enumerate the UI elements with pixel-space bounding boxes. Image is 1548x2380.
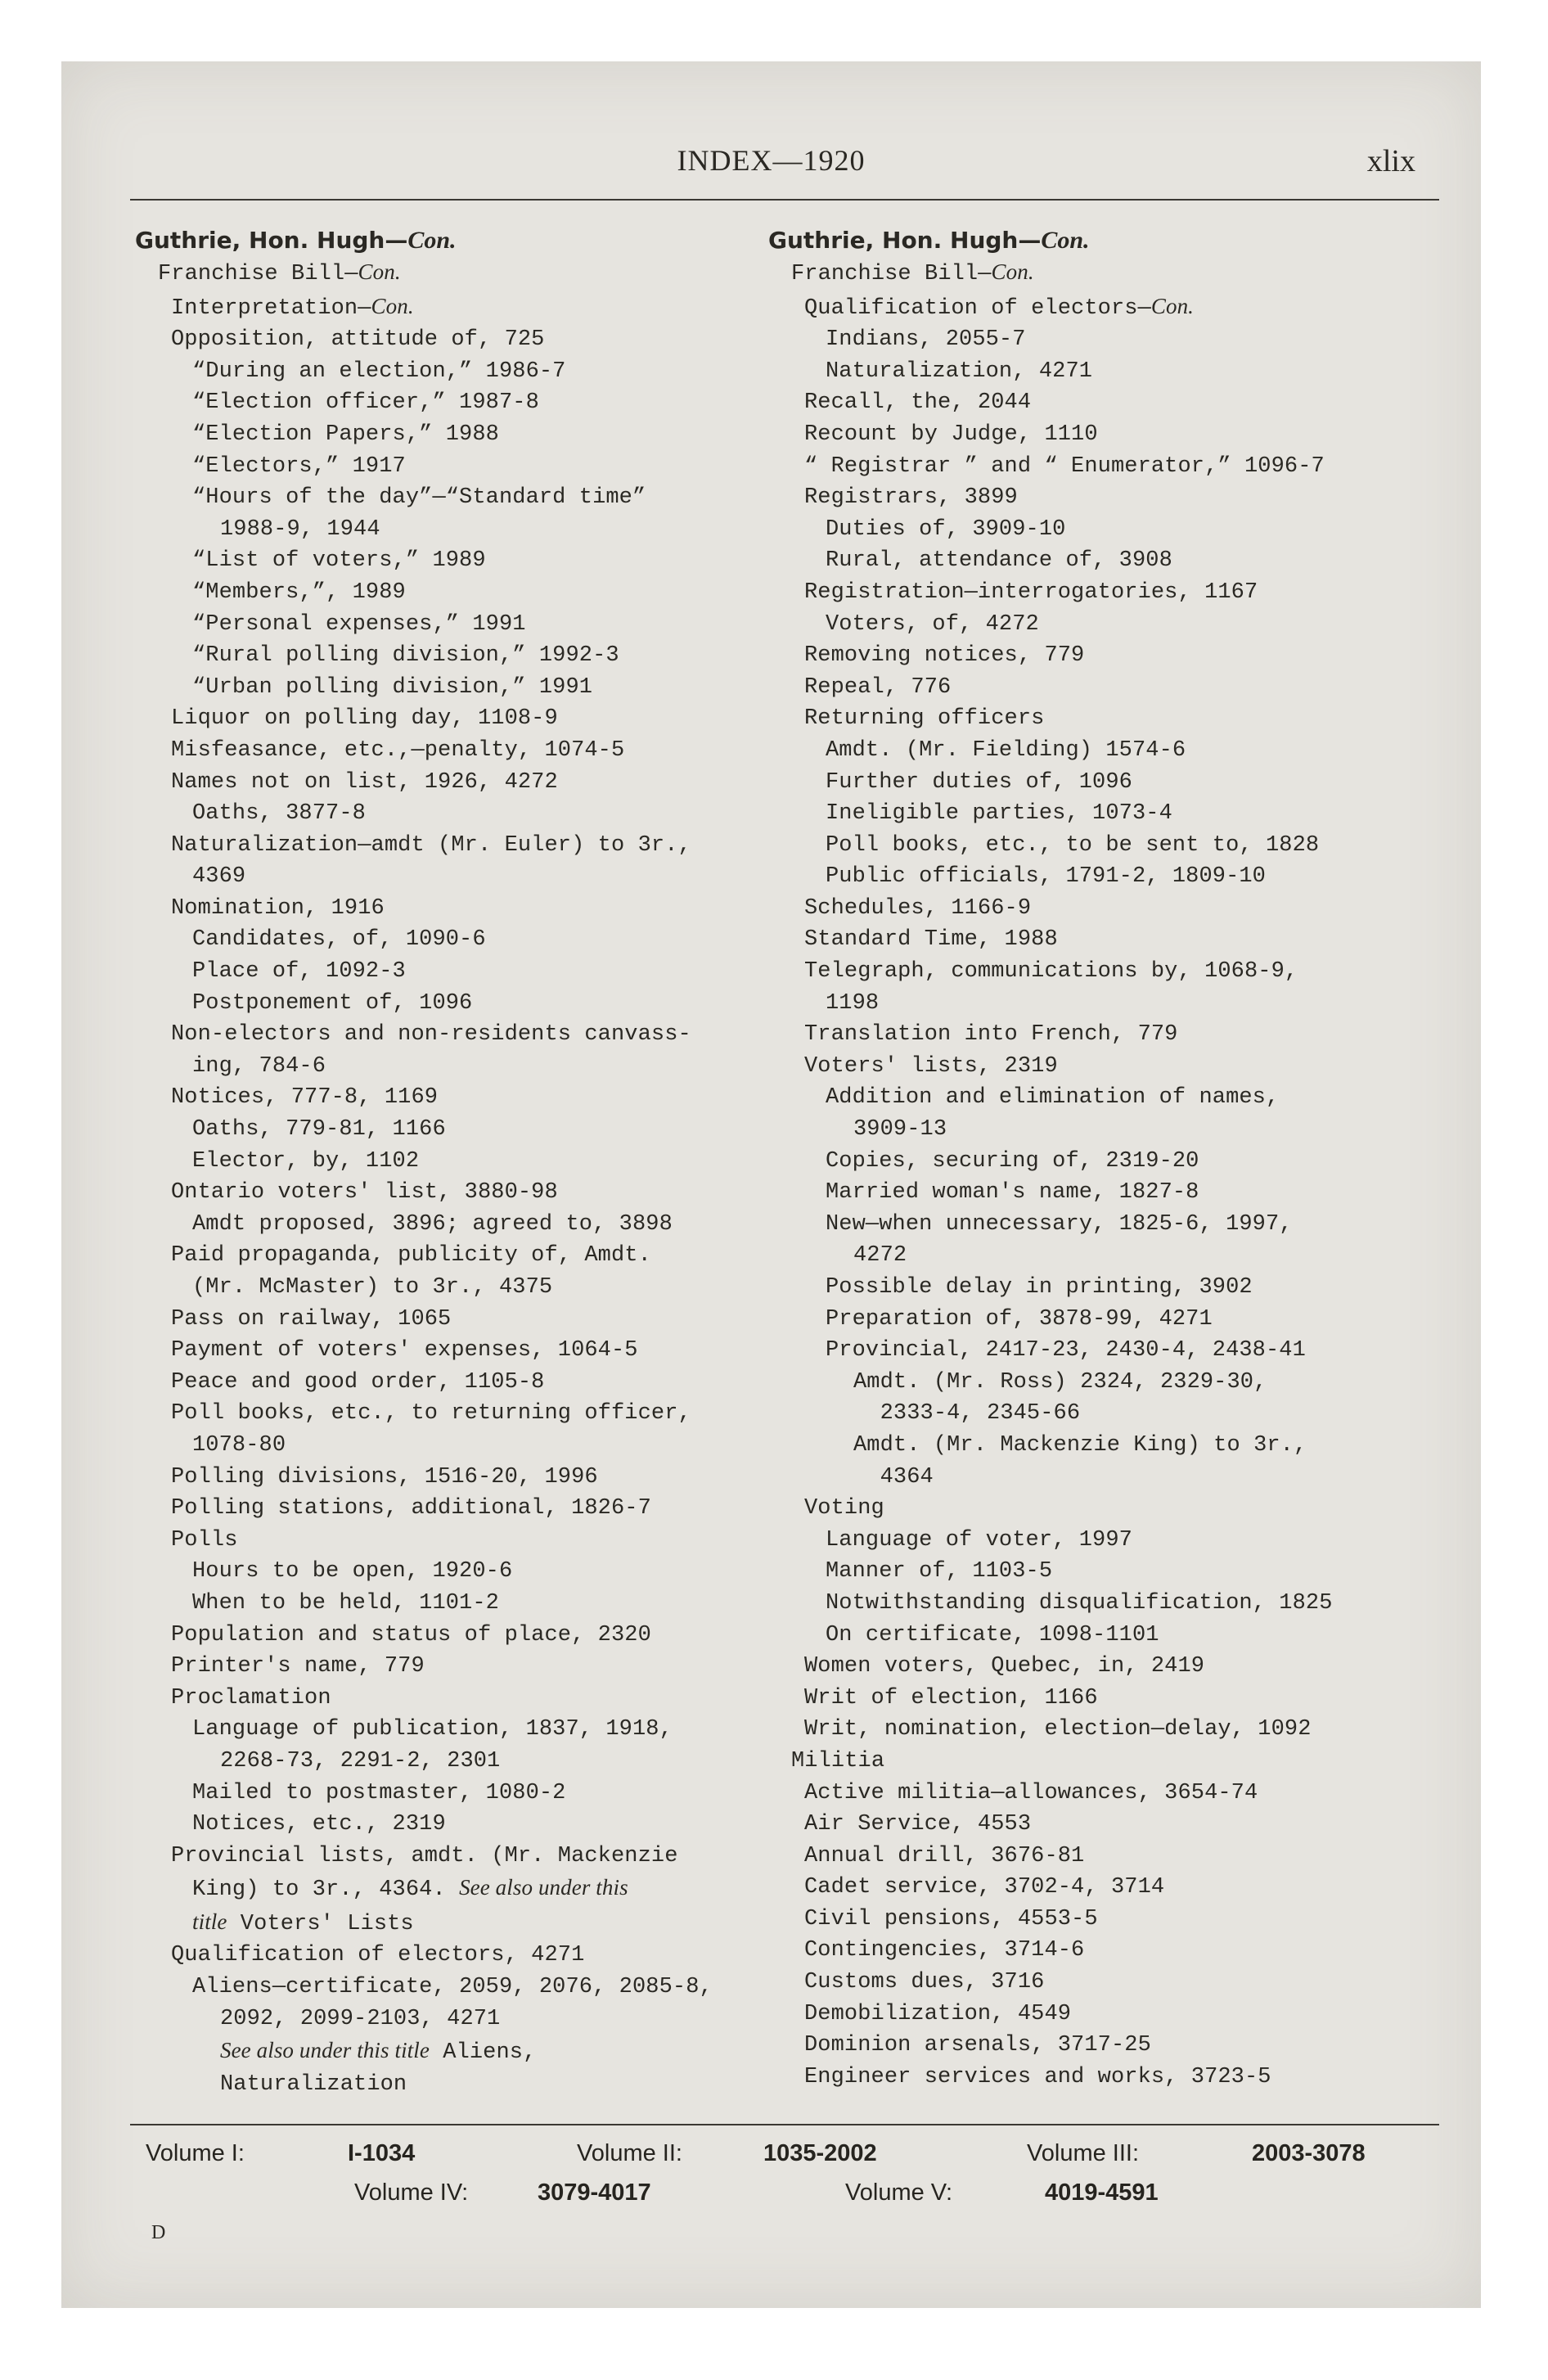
index-entry: Translation into French, 779 <box>804 1022 1178 1048</box>
index-entry: title Voters' Lists <box>192 1909 414 1936</box>
index-entry: Notices, 777-8, 1169 <box>171 1085 439 1111</box>
index-entry: Addition and elimination of names, <box>826 1085 1280 1111</box>
volume-2-range: 1035-2002 <box>763 2140 877 2166</box>
volume-2-label: Volume II: <box>577 2140 682 2166</box>
index-entry: New—when unnecessary, 1825-6, 1997, <box>826 1211 1293 1237</box>
column-heading <box>135 225 798 256</box>
index-entry: “Election Papers,” 1988 <box>192 421 499 447</box>
index-entry: Cadet service, 3702-4, 3714 <box>804 1875 1165 1900</box>
index-entry: Oaths, 779-81, 1166 <box>192 1117 446 1143</box>
volume-5-range: 4019-4591 <box>1045 2179 1159 2206</box>
index-entry: Paid propaganda, publicity of, Amdt. <box>171 1243 651 1269</box>
index-entry: “List of voters,” 1989 <box>192 548 486 574</box>
index-entry: Contingencies, 3714-6 <box>804 1938 1085 1963</box>
index-entry: “Hours of the day”—“Standard time” <box>192 485 646 511</box>
index-entry: Further duties of, 1096 <box>826 769 1132 795</box>
index-entry: “Rural polling division,” 1992-3 <box>192 643 619 669</box>
index-entry: Copies, securing of, 2319-20 <box>826 1148 1199 1174</box>
index-entries <box>768 256 1431 2093</box>
index-entry: Married woman's name, 1827-8 <box>826 1180 1199 1206</box>
heading-name: Guthrie, Hon. Hugh— <box>768 227 1042 254</box>
index-entry: Public officials, 1791-2, 1809-10 <box>826 864 1266 890</box>
index-entry: Opposition, attitude of, 725 <box>171 327 545 353</box>
index-entry: Repeal, 776 <box>804 674 952 700</box>
index-entry: Demobilization, 4549 <box>804 2001 1072 2026</box>
index-entry: Poll books, etc., to returning officer, <box>171 1401 691 1427</box>
index-entry: (Mr. McMaster) to 3r., 4375 <box>192 1275 553 1300</box>
index-entry: Peace and good order, 1105-8 <box>171 1369 545 1395</box>
index-entry: 2333-4, 2345-66 <box>853 1401 1081 1427</box>
index-entry: Poll books, etc., to be sent to, 1828 <box>826 832 1320 858</box>
index-entry: Registrars, 3899 <box>804 485 1018 511</box>
volume-1-range: I-1034 <box>348 2140 416 2166</box>
index-entry: Dominion arsenals, 3717-25 <box>804 2033 1151 2058</box>
index-entry: Place of, 1092-3 <box>192 959 406 985</box>
index-entry: Engineer services and works, 3723-5 <box>804 2064 1271 2089</box>
index-entry: Language of publication, 1837, 1918, <box>192 1717 673 1742</box>
index-entry: Hours to be open, 1920-6 <box>192 1559 513 1584</box>
right-column <box>768 225 1431 2093</box>
index-entry: Naturalization—amdt (Mr. Euler) to 3r., <box>171 832 691 858</box>
index-page <box>61 61 1481 2308</box>
index-entry: Women voters, Quebec, in, 2419 <box>804 1654 1205 1679</box>
index-entry: 2268-73, 2291-2, 2301 <box>220 1748 501 1774</box>
index-entry: 2092, 2099-2103, 4271 <box>220 2006 501 2031</box>
volume-4-label: Volume IV: <box>354 2179 469 2206</box>
index-entry: Militia <box>791 1748 885 1774</box>
index-entry: “Urban polling division,” 1991 <box>192 674 593 700</box>
index-entry: Population and status of place, 2320 <box>171 1622 651 1648</box>
column-heading <box>768 225 1431 256</box>
index-entry: 4364 <box>853 1464 934 1490</box>
index-entries <box>135 256 798 2100</box>
heading-continued: Con. <box>407 227 457 254</box>
index-entry: Active militia—allowances, 3654-74 <box>804 1780 1258 1805</box>
index-entry: Telegraph, communications by, 1068-9, <box>804 959 1298 985</box>
index-entry: Mailed to postmaster, 1080-2 <box>192 1780 566 1805</box>
index-entry: 1078-80 <box>192 1432 286 1458</box>
index-entry: 1198 <box>826 990 880 1016</box>
index-entry: Amdt proposed, 3896; agreed to, 3898 <box>192 1211 673 1237</box>
index-entry: Printer's name, 779 <box>171 1654 425 1679</box>
index-entry: Air Service, 4553 <box>804 1812 1032 1837</box>
index-entry: Aliens—certificate, 2059, 2076, 2085-8, <box>192 1975 713 2000</box>
index-entry: Interpretation—Con. <box>171 293 414 321</box>
index-entry: Naturalization, 4271 <box>826 358 1093 384</box>
index-entry: Names not on list, 1926, 4272 <box>171 769 558 795</box>
volume-1-label: Volume I: <box>146 2140 245 2166</box>
page-title: INDEX—1920 <box>677 144 866 177</box>
index-entry: Pass on railway, 1065 <box>171 1306 452 1332</box>
index-entry: Civil pensions, 4553-5 <box>804 1906 1098 1931</box>
index-entry: 4369 <box>192 864 246 890</box>
index-entry: On certificate, 1098-1101 <box>826 1622 1159 1648</box>
page-number: xlix <box>1366 144 1415 178</box>
volume-3-range: 2003-3078 <box>1252 2140 1366 2166</box>
index-entry: 3909-13 <box>853 1117 947 1143</box>
index-entry: 4272 <box>853 1243 907 1269</box>
index-entry: Notwithstanding disqualification, 1825 <box>826 1590 1333 1616</box>
index-entry: Proclamation <box>171 1685 331 1711</box>
index-entry: Elector, by, 1102 <box>192 1148 420 1174</box>
index-entry: Provincial, 2417-23, 2430-4, 2438-41 <box>826 1338 1306 1364</box>
index-entry: Duties of, 3909-10 <box>826 516 1066 542</box>
index-entry: Registration—interrogatories, 1167 <box>804 579 1258 605</box>
index-entry: Ineligible parties, 1073-4 <box>826 801 1172 827</box>
volume-4-range: 3079-4017 <box>538 2179 651 2206</box>
index-entry: Writ, nomination, election—delay, 1092 <box>804 1717 1312 1742</box>
index-entry: Non-electors and non-residents canvass- <box>171 1022 691 1048</box>
index-entry: Polling stations, additional, 1826-7 <box>171 1496 651 1521</box>
index-entry: 1988-9, 1944 <box>220 516 380 542</box>
header-rule <box>130 199 1439 201</box>
index-entry: King) to 3r., 4364. See also under this <box>192 1875 628 1903</box>
signature-mark: D <box>151 2222 166 2243</box>
index-entry: “Election officer,” 1987-8 <box>192 390 539 416</box>
index-entry: Possible delay in printing, 3902 <box>826 1275 1253 1300</box>
index-entry: Provincial lists, amdt. (Mr. Mackenzie <box>171 1843 678 1868</box>
index-entry: Naturalization <box>220 2071 407 2097</box>
heading-name: Guthrie, Hon. Hugh— <box>135 227 408 254</box>
index-entry: Payment of voters' expenses, 1064-5 <box>171 1338 638 1364</box>
index-entry: Writ of election, 1166 <box>804 1685 1098 1711</box>
index-entry: Returning officers <box>804 706 1045 732</box>
index-entry: “Members,”, 1989 <box>192 579 406 605</box>
index-entry: Amdt. (Mr. Ross) 2324, 2329-30, <box>853 1369 1267 1395</box>
index-entry: When to be held, 1101-2 <box>192 1590 499 1616</box>
index-entry: Voters' lists, 2319 <box>804 1053 1058 1079</box>
index-entry: Manner of, 1103-5 <box>826 1559 1053 1584</box>
index-entry: “Electors,” 1917 <box>192 453 406 479</box>
index-entry: ing, 784-6 <box>192 1053 326 1079</box>
index-entry: Voters, of, 4272 <box>826 611 1039 637</box>
footer-rule <box>130 2124 1439 2125</box>
index-entry: Recount by Judge, 1110 <box>804 421 1098 447</box>
index-entry: Qualification of electors, 4271 <box>171 1943 585 1968</box>
left-column <box>135 225 798 2100</box>
running-head <box>61 143 1481 189</box>
index-entry: Schedules, 1166-9 <box>804 895 1032 921</box>
index-entry: Removing notices, 779 <box>804 643 1085 669</box>
index-entry: Amdt. (Mr. Fielding) 1574-6 <box>826 737 1186 763</box>
index-entry: Misfeasance, etc.,—penalty, 1074-5 <box>171 737 625 763</box>
index-entry: Franchise Bill—Con. <box>791 259 1034 286</box>
index-entry: Language of voter, 1997 <box>826 1527 1132 1553</box>
index-entry: Standard Time, 1988 <box>804 927 1058 953</box>
index-entry: Recall, the, 2044 <box>804 390 1032 416</box>
index-entry: Amdt. (Mr. Mackenzie King) to 3r., <box>853 1432 1307 1458</box>
index-entry: Notices, etc., 2319 <box>192 1812 446 1837</box>
index-entry: Nomination, 1916 <box>171 895 385 921</box>
index-entry: Candidates, of, 1090-6 <box>192 927 486 953</box>
index-entry: Voting <box>804 1496 884 1521</box>
heading-continued: Con. <box>1041 227 1090 254</box>
index-entry: Qualification of electors—Con. <box>804 293 1195 321</box>
index-entry: Polling divisions, 1516-20, 1996 <box>171 1464 598 1490</box>
index-entry: Postponement of, 1096 <box>192 990 473 1016</box>
index-entry: Ontario voters' list, 3880-98 <box>171 1180 558 1206</box>
index-entry: Annual drill, 3676-81 <box>804 1843 1085 1868</box>
index-entry: Polls <box>171 1527 238 1553</box>
index-entry: Customs dues, 3716 <box>804 1970 1045 1995</box>
index-entry: Indians, 2055-7 <box>826 327 1026 353</box>
index-entry: “During an election,” 1986-7 <box>192 358 566 384</box>
index-entry: Oaths, 3877-8 <box>192 801 366 827</box>
index-entry: Preparation of, 3878-99, 4271 <box>826 1306 1213 1332</box>
index-entry: “Personal expenses,” 1991 <box>192 611 526 637</box>
index-entry: Rural, attendance of, 3908 <box>826 548 1172 574</box>
index-entry: Liquor on polling day, 1108-9 <box>171 706 558 732</box>
volume-3-label: Volume III: <box>1027 2140 1140 2166</box>
index-entry: “ Registrar ” and “ Enumerator,” 1096-7 <box>804 453 1325 479</box>
volume-5-label: Volume V: <box>845 2179 953 2206</box>
index-entry: Franchise Bill—Con. <box>158 259 401 286</box>
index-entry: See also under this title Aliens, <box>220 2038 537 2066</box>
